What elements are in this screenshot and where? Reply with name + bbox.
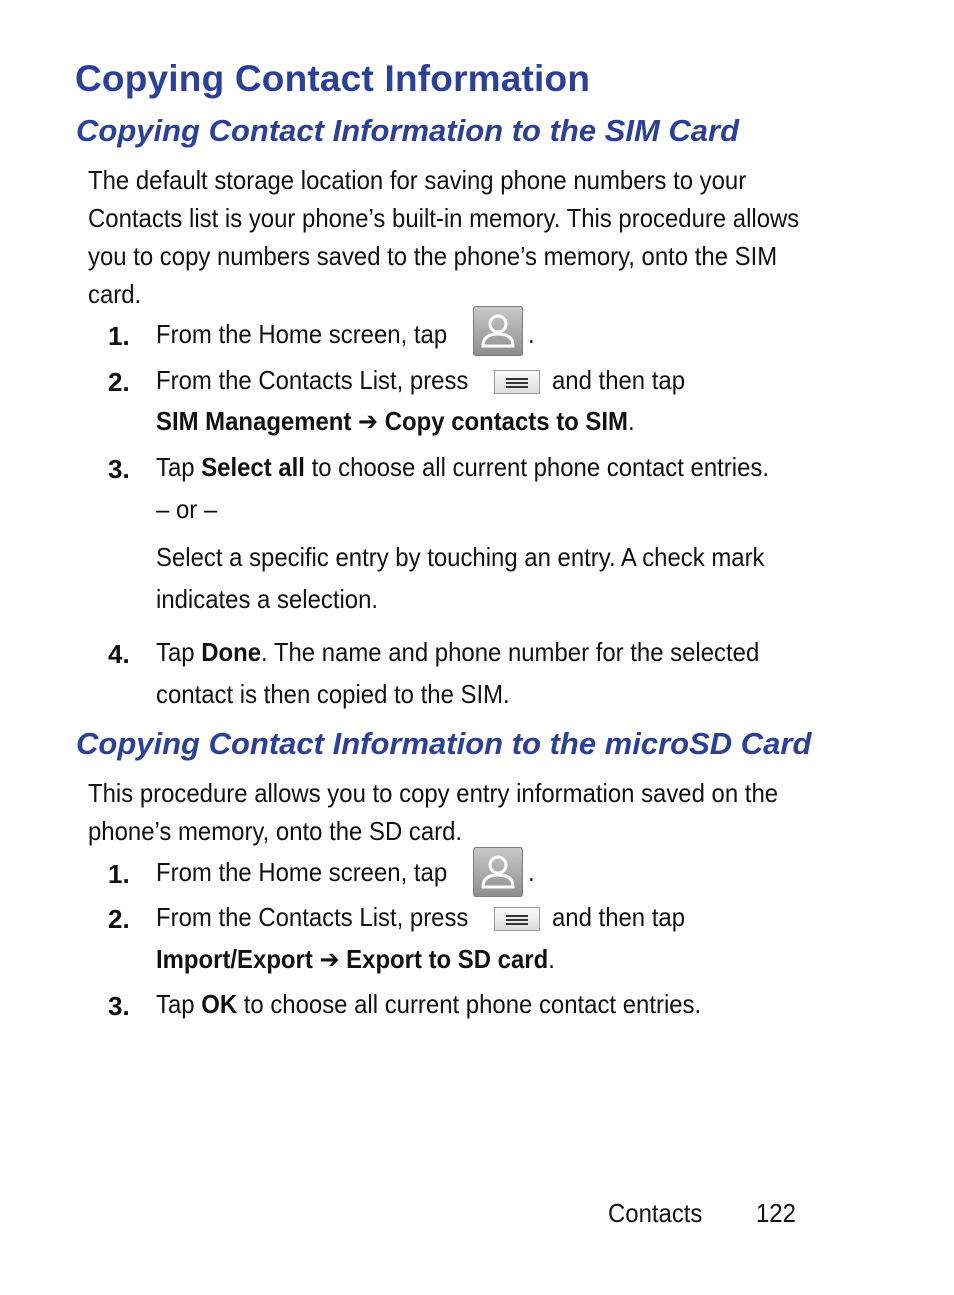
punctuation: . xyxy=(548,944,555,974)
contacts-icon xyxy=(473,847,523,897)
arrow-icon: ➔ xyxy=(358,406,379,436)
arrow-icon: ➔ xyxy=(319,944,340,974)
step-text: Tap OK to choose all current phone contact entries. xyxy=(156,989,702,1019)
menu-path xyxy=(156,944,555,975)
ui-term: Done xyxy=(201,637,262,667)
sim-intro-paragraph: The default storage location for saving phone numbers to your Contacts list is your phone’s built-in memory. This procedure allows you to copy numbers saved to the phone’s memory, onto the SIM card. xyxy=(88,165,800,309)
section-heading-sim: Copying Contact Information to the SIM Card xyxy=(76,113,740,148)
step-number: 1. xyxy=(108,859,130,889)
step-text: Select a specific entry by touching an entry. A check mark xyxy=(156,542,765,572)
step-text: . xyxy=(528,319,535,349)
step-text: From the Home screen, tap xyxy=(156,319,448,349)
step-text: and then tap xyxy=(552,902,686,932)
sd-intro-paragraph: This procedure allows you to copy entry information saved on the phone’s memory, onto the SD card. xyxy=(88,778,779,846)
step-text: From the Contacts List, press xyxy=(156,365,469,395)
step-text: Tap Done. The name and phone number for the selected xyxy=(156,637,760,667)
step-text: Tap Select all to choose all current phone contact entries. xyxy=(156,452,770,482)
step-text: contact is then copied to the SIM. xyxy=(156,679,510,709)
section-heading-sd: Copying Contact Information to the microSD Card xyxy=(76,726,812,761)
ui-term: OK xyxy=(201,989,238,1019)
step-text: and then tap xyxy=(552,365,686,395)
ui-term: Select all xyxy=(201,452,305,482)
page-title: Copying Contact Information xyxy=(75,58,591,99)
footer-section-name: Contacts xyxy=(608,1198,703,1228)
menu-path-item: Copy contacts to SIM xyxy=(384,406,628,436)
menu-key-icon xyxy=(494,370,540,394)
step-number: 3. xyxy=(108,991,130,1021)
or-separator: – or – xyxy=(156,494,218,524)
punctuation: . xyxy=(627,406,635,436)
page-number: 122 xyxy=(756,1198,796,1228)
menu-path-item: Import/Export xyxy=(156,944,313,974)
step-number: 2. xyxy=(108,367,130,397)
step-number: 1. xyxy=(108,321,130,351)
contacts-icon xyxy=(473,306,523,356)
step-text: From the Home screen, tap xyxy=(156,857,448,887)
menu-path xyxy=(156,406,635,437)
menu-path-item: SIM Management xyxy=(156,406,352,436)
step-text: . xyxy=(528,857,535,887)
step-number: 2. xyxy=(108,904,130,934)
menu-key-icon xyxy=(494,907,540,931)
menu-path-item: Export to SD card xyxy=(346,944,549,974)
step-text: indicates a selection. xyxy=(156,584,379,614)
step-text: From the Contacts List, press xyxy=(156,902,469,932)
step-number: 3. xyxy=(108,454,130,484)
step-number: 4. xyxy=(108,639,130,669)
